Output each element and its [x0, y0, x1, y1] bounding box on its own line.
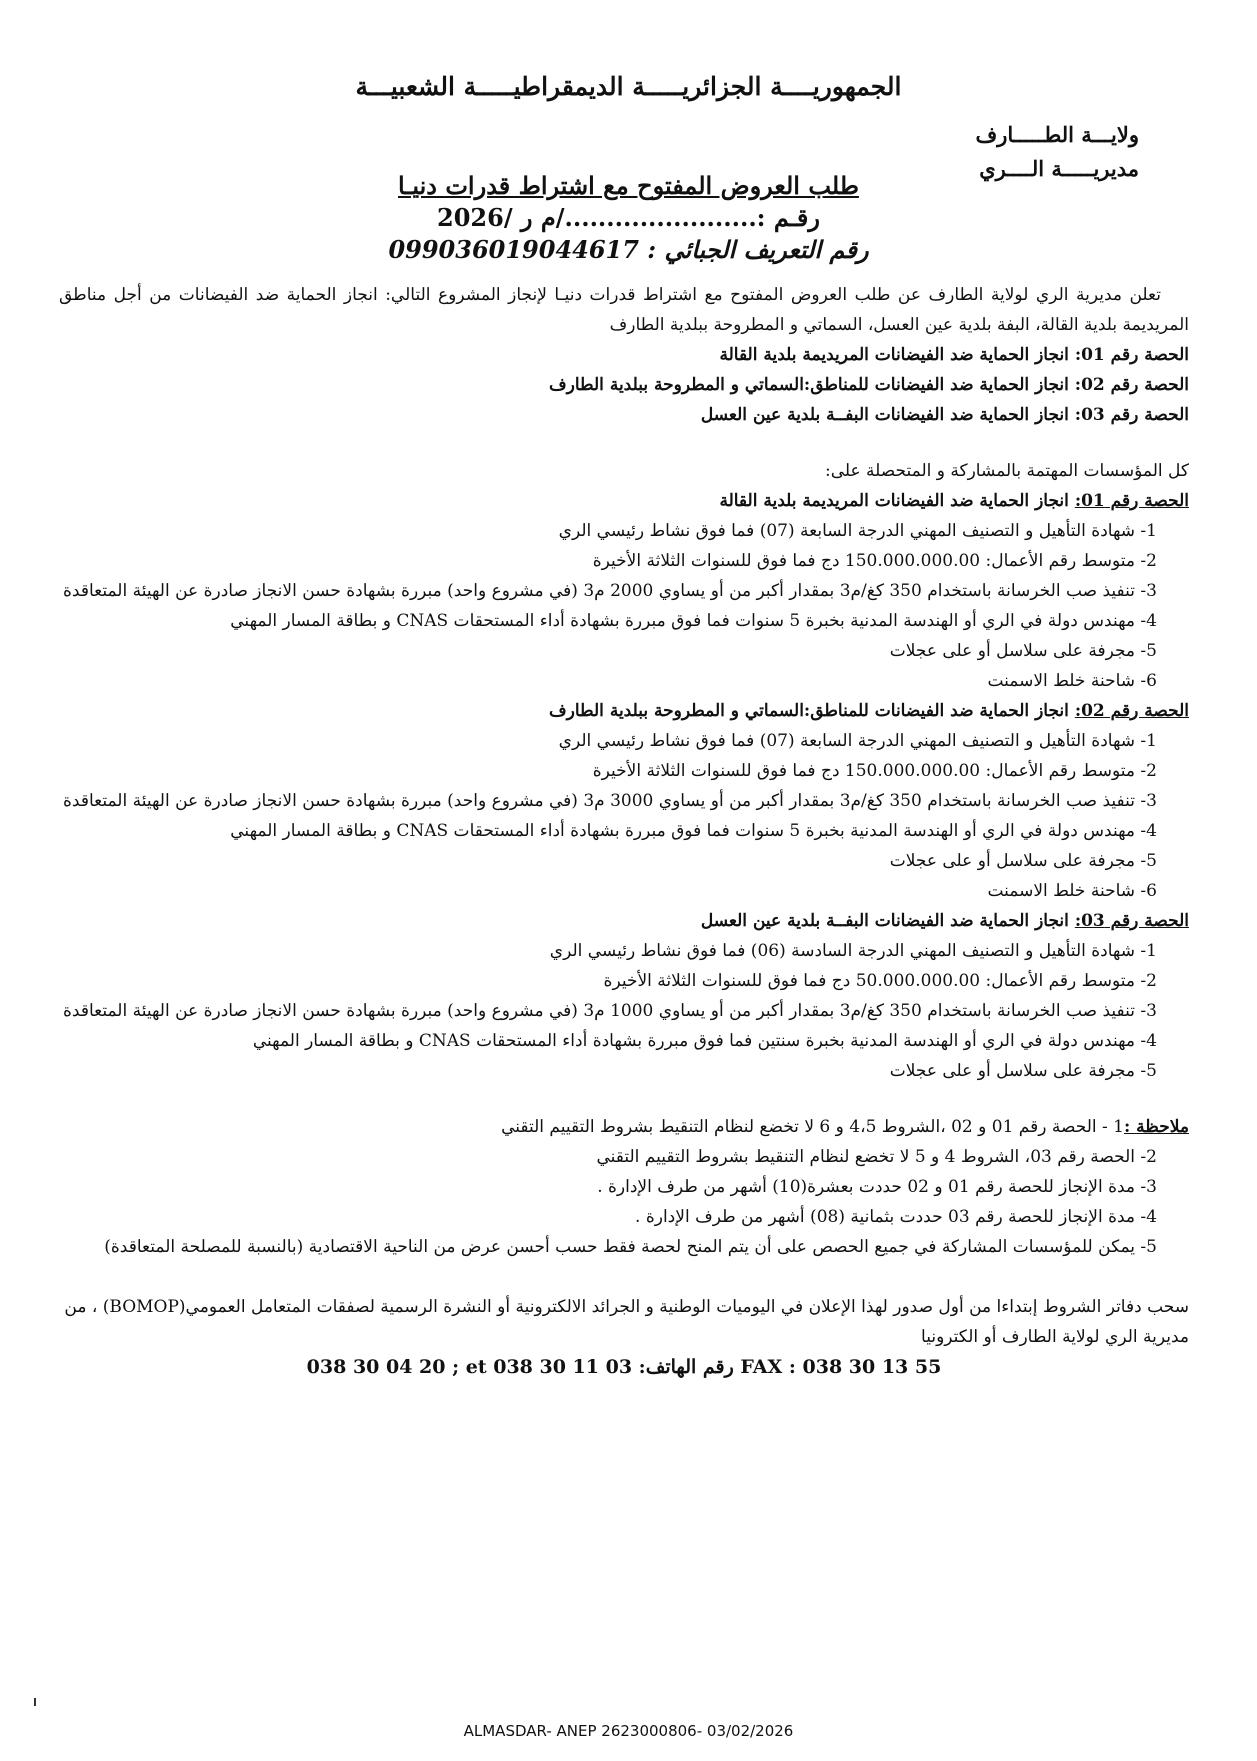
note-item: 2- الحصة رقم 03، الشروط 4 و 5 لا تخضع لنظام التنقيط بشروط التقييم التقني — [596, 1147, 1157, 1167]
list-item: 2- متوسط رقم الأعمال: 150.000.000.00 دج فما فوق للسنوات الثلاثة الأخيرة — [592, 551, 1157, 571]
withdrawal-paragraph: سحب دفاتر الشروط إبتداءا من أول صدور لهذا الإعلان في اليوميات الوطنية و الجرائد الالكترونية أو النشرة الرسمية لصفقات المتعامل العمومي(BOMOP) ، من مديرية الري لولاية الطارف أو الكترونيا — [64, 1297, 1189, 1347]
section-title-lot-3 — [59, 906, 1189, 936]
note-item: 1 - الحصة رقم 01 و 02 ،الشروط 4،5 و 6 لا تخضع لنظام التنقيط بشروط التقييم التقني — [501, 1117, 1124, 1137]
list-item: 5- مجرفة على سلاسل أو على عجلات — [889, 1061, 1157, 1081]
wilaya-name: ولايـــة الطـــــارف — [975, 122, 1139, 147]
eligibility-intro: كل المؤسسات المهتمة بالمشاركة و المتحصلة على: — [824, 461, 1189, 481]
note-item: 4- مدة الإنجاز للحصة رقم 03 حددت بثمانية (08) أشهر من طرف الإدارة . — [635, 1207, 1157, 1227]
tender-title-block — [0, 170, 1257, 266]
tender-title: طلب العروض المفتوح مع اشتراط قدرات دنيـا — [398, 171, 859, 200]
republic-heading: الجمهوريــــة الجزائريـــــة الديمقراطيـــــة الشعبيـــة — [355, 72, 902, 101]
document-body — [59, 280, 1189, 1382]
list-item: 3- تنفيذ صب الخرسانة باستخدام 350 كغ/م3 بمقدار أكبر من أو يساوي 3000 م3 (في مشروع واحد) مبررة بشهادة حسن الانجاز صادرة عن الهيئة المتعاقدة — [63, 791, 1157, 811]
publication-reference: ALMASDAR- ANEP 2623000806- 03/02/2026 — [463, 1722, 794, 1740]
section-label: الحصة رقم 01: — [1074, 491, 1189, 511]
list-item: 1- شهادة التأهيل و التصنيف المهني الدرجة السابعة (07) فما فوق نشاط رئيسي الري — [558, 731, 1157, 751]
requirements-list-lot-3 — [59, 936, 1189, 1086]
lot-line-1: الحصة رقم 01: انجاز الحماية ضد الفيضانات المريديمة بلدية القالة — [719, 345, 1189, 365]
list-item: 1- شهادة التأهيل و التصنيف المهني الدرجة السادسة (06) فما فوق نشاط رئيسي الري — [549, 941, 1157, 961]
requirements-list-lot-2 — [59, 726, 1189, 906]
section-heading: انجاز الحماية ضد الفيضانات للمناطق:السماتي و المطروحة ببلدية الطارف — [549, 701, 1075, 721]
list-item: 6- شاحنة خلط الاسمنت — [987, 671, 1157, 691]
section-label: الحصة رقم 02: — [1074, 701, 1189, 721]
scan-mark — [34, 1698, 36, 1706]
list-item: 3- تنفيذ صب الخرسانة باستخدام 350 كغ/م3 بمقدار أكبر من أو يساوي 1000 م3 (في مشروع واحد) مبررة بشهادة حسن الانجاز صادرة عن الهيئة المتعاقدة — [63, 1001, 1157, 1021]
intro-paragraph: تعلن مديرية الري لولاية الطارف عن طلب العروض المفتوح مع اشتراط قدرات دنيـا لإنجاز المشروع التالي: انجاز الحماية ضد الفيضانات من أجل مناطق المريديمة بلدية القالة، البفة بلدية عين العسل، السماتي و المطروحة ببلدية الطارف — [59, 285, 1189, 335]
lot-line-3: الحصة رقم 03: انجاز الحماية ضد الفيضانات البفــة بلدية عين العسل — [700, 405, 1189, 425]
list-item: 2- متوسط رقم الأعمال: 50.000.000.00 دج فما فوق للسنوات الثلاثة الأخيرة — [603, 971, 1157, 991]
list-item: 5- مجرفة على سلاسل أو على عجلات — [889, 851, 1157, 871]
fiscal-id: رقم التعريف الجبائي : 099036019044617 — [388, 235, 869, 264]
lot-line-2: الحصة رقم 02: انجاز الحماية ضد الفيضانات للمناطق:السماتي و المطروحة ببلدية الطارف — [549, 375, 1189, 395]
notes-first-line — [59, 1112, 1189, 1142]
note-item: 3- مدة الإنجاز للحصة رقم 01 و 02 حددت بعشرة(10) أشهر من طرف الإدارة . — [597, 1177, 1157, 1197]
section-title-lot-2 — [59, 696, 1189, 726]
section-heading: انجاز الحماية ضد الفيضانات المريديمة بلدية القالة — [719, 491, 1075, 511]
list-item: 4- مهندس دولة في الري أو الهندسة المدنية بخبرة 5 سنوات فما فوق مبررة بشهادة أداء المستحقات CNAS و بطاقة المسار المهني — [230, 821, 1157, 841]
notes-list — [59, 1142, 1189, 1262]
list-item: 1- شهادة التأهيل و التصنيف المهني الدرجة السابعة (07) فما فوق نشاط رئيسي الري — [558, 521, 1157, 541]
requirements-list-lot-1 — [59, 516, 1189, 696]
list-item: 6- شاحنة خلط الاسمنت — [987, 881, 1157, 901]
list-item: 3- تنفيذ صب الخرسانة باستخدام 350 كغ/م3 بمقدار أكبر من أو يساوي 2000 م3 (في مشروع واحد) مبررة بشهادة حسن الانجاز صادرة عن الهيئة المتعاقدة — [63, 581, 1157, 601]
section-title-lot-1 — [59, 486, 1189, 516]
notes-label: ملاحظة : — [1123, 1117, 1189, 1137]
list-item: 2- متوسط رقم الأعمال: 150.000.000.00 دج فما فوق للسنوات الثلاثة الأخيرة — [592, 761, 1157, 781]
section-heading: انجاز الحماية ضد الفيضانات البفــة بلدية عين العسل — [700, 911, 1075, 931]
directorate-name: مديريـــــة الــــري — [979, 156, 1139, 181]
list-item: 4- مهندس دولة في الري أو الهندسة المدنية بخبرة سنتين فما فوق مبررة بشهادة أداء المستحقات CNAS و بطاقة المسار المهني — [252, 1031, 1157, 1051]
tender-number: رقـم :......................./م ر /2026 — [437, 203, 820, 232]
contact-line: 038 30 04 20 ; et 038 30 11 03 :رقم الهاتف FAX : 038 30 13 55 — [306, 1356, 942, 1378]
section-label: الحصة رقم 03: — [1074, 911, 1189, 931]
list-item: 5- مجرفة على سلاسل أو على عجلات — [889, 641, 1157, 661]
list-item: 4- مهندس دولة في الري أو الهندسة المدنية بخبرة 5 سنوات فما فوق مبررة بشهادة أداء المستحقات CNAS و بطاقة المسار المهني — [230, 611, 1157, 631]
note-item: 5- يمكن للمؤسسات المشاركة في جميع الحصص على أن يتم المنح لحصة فقط حسب أحسن عرض من الناحية الاقتصادية (بالنسبة للمصلحة المتعاقدة) — [104, 1237, 1157, 1257]
